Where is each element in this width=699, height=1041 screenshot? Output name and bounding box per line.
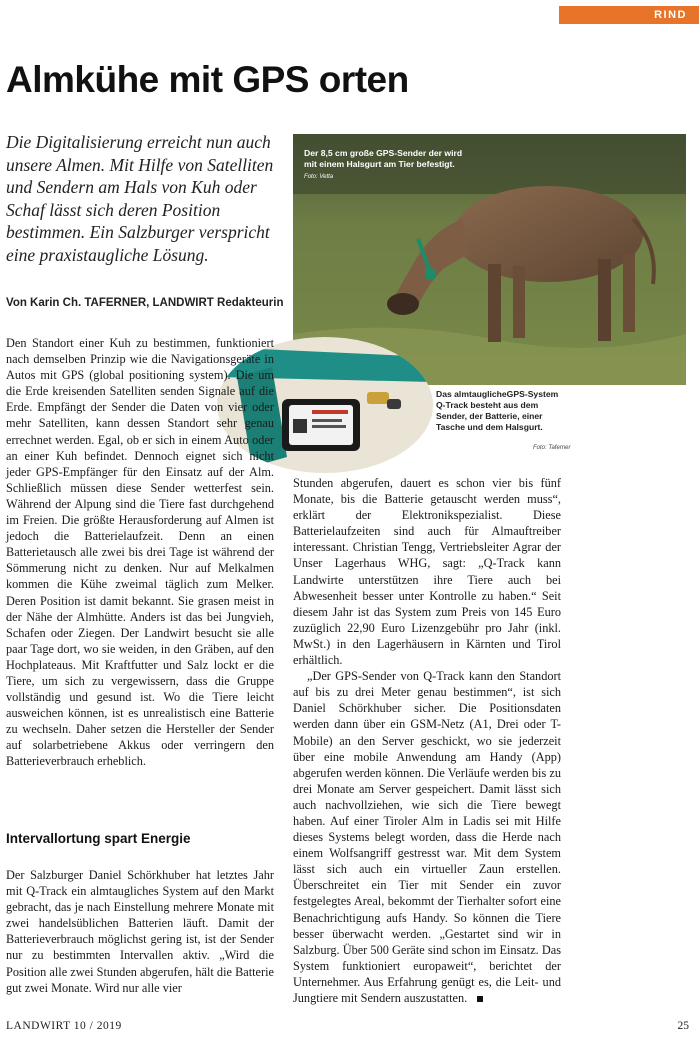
- device-photo-credit: Foto: Taferner: [533, 445, 571, 451]
- article-title: Almkühe mit GPS orten: [6, 59, 409, 100]
- body-text-column1-continued: Der Salzburger Daniel Schörkhuber hat letztes Jahr mit Q-Track ein almtaugliches System auf den Markt gebracht, das je nach Einstellung mehrere Monate mit zwei handelsüblichen Batterien läuft. Damit der Batterieverbrauch möglichst gering ist, ist der Sender nur zu bestimmten Intervallen aktiv. „Wird die Position alle zwei Stunden abgerufen, hält die Batterie gut zwei Monate. Wird nur alle vier: [6, 868, 274, 995]
- body-paragraph: „Der GPS-Sender von Q-Track kann den Standort auf bis zu drei Meter genau bestimmen“, ist sich Daniel Schörkhuber sicher. Die Positionsdaten werden dann über ein GSM-Netz (A1, Drei oder T-Mobile) an den Server geschickt, wo sie jederzeit über eine mobile Anwendung am Handy (App) abgerufen werden können. Die Verläufe werden bis zu drei Monate am Server gespeichert. Damit lässt sich auch nachvollziehen, wie sich die Tiere bewegt haben. Auf einer Tiroler Alm in Ladis sei mit Hilfe dieses Systems belegt worden, dass die Herde nach einem Wolfsangriff gestresst war. Mit dem System lässt sich auch ein virtueller Zaun erstellen. Überschreitet ein Tier mit Sender ein zuvor festgelegtes Areal, bekommt der Tierhalter sofort eine Benachrichtigung aufs Handy. So können die Tiere besser überwacht werden. „Gestartet sind wir in Salzburg. Über 500 Geräte sind schon im Einsatz. Das System funktioniert europaweit“, berichtet der Unternehmer. Aus Erfahrung genügt es, die Leit- und Jungtiere mit Sendern auszustatten.: [293, 669, 561, 1005]
- article-lead: Die Digitalisierung erreicht nun auch unsere Almen. Mit Hilfe von Satelliten und Sendern am Hals von Kuh oder Schaf lässt sich deren Position bestimmen. Ein Salzburger verspricht eine praxistaugliche Lösung.: [6, 132, 274, 265]
- cow-photo-credit: Foto: Vetta: [304, 174, 334, 180]
- device-photo-caption: Das almtauglicheGPS-System Q-Track besteht aus dem Sender, der Batterie, einer Tasche und dem Halsgurt.: [436, 389, 559, 432]
- page-number: 25: [677, 1020, 689, 1032]
- subheading: Intervallortung spart Energie: [6, 831, 191, 846]
- footer-issue: LANDWIRT 10 / 2019: [6, 1020, 122, 1032]
- body-text-column1: Den Standort einer Kuh zu bestimmen, funktioniert nach demselben Prinzip wie die Navigationsgeräte in Autos mit GPS (global positioning system). Die um die Erde kreisenden Satelliten senden Signale auf die Erde. Empfängt der Sender die Daten von vier oder mehr Satelliten, kann dessen Standort sehr genau errechnet werden. Egal, ob er sich in einem Auto oder an einer Kuh befindet. Dennoch eignet sich nicht jeder GPS-Empfänger für den Einsatz auf der Alm. Schließlich müssen diese Sender wetterfest sein. Während der Alpung sind die Tiere fast durchgehend im Freien. Die größte Herausforderung auf Almen ist jedoch die Batterielaufzeit. Denn an einen Batterietausch alle zwei bis drei Tage ist während der Sömmerung nicht zu denken. Nur auf Melkalmen kommen die Kühe zweimal täglich zum Melker. Deren Position ist damit bekannt. Sie grasen meist in der Nähe der Almhütte. Anders ist das bei Jungvieh, Schafen oder Ziegen. Der Landwirt besucht sie alle paar Tage dort, wo sie weiden, in den Gräben, auf den Hochplateaus. Mit Kraftfutter und Salz lockt er die Tiere, um sich zu vergewissern, dass die Gruppe vollständig und gesund ist. Wo die Tiere leicht ausweichen können, ist es unrealistisch eine Batterie zu wechseln. Daher setzen die Hersteller der Sender auf solarbetriebene Akkus oder verringern den Batterieverbrauch erheblich.: [6, 336, 274, 769]
- section-tag: RIND: [559, 6, 699, 24]
- end-mark: [477, 996, 483, 1002]
- body-text-column2: [293, 475, 561, 1006]
- body-paragraph: Stunden abgerufen, dauert es schon vier bis fünf Monate, bis die Batterie getauscht werden muss“, erklärt der Elektronikspezialist. Diese Batterielaufzeiten sind auch für Almauftreiber interessant. Christian Tengg, Vertriebsleiter Agrar der Unser Lagerhaus WHG, sagt: „Q-Track kann Landwirte unterstützen ihre Tiere auch bei Abwesenheit besser unter Kontrolle zu haben.“ Seit diesem Jahr ist das System zum Preis von 145 Euro zuzüglich 22,90 Euro Lizenzgebühr pro Jahr (inkl. MwSt.) in den Lagerhäusern in Kärnten und Tirol erhältlich.: [293, 476, 561, 668]
- author-byline: Von Karin Ch. TAFERNER, LANDWIRT Redakteurin: [6, 297, 284, 309]
- cow-photo-caption: Der 8,5 cm große GPS-Sender der wird mit einem Halsgurt am Tier befestigt. Foto: Vetta: [304, 148, 463, 180]
